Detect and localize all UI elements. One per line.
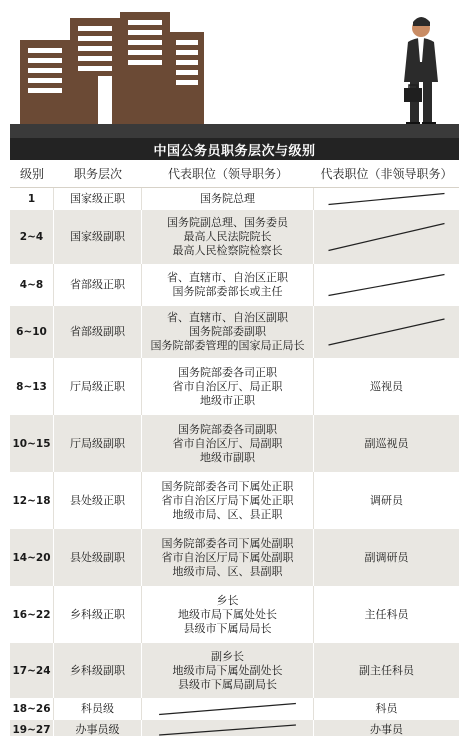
level-cell: 1 bbox=[10, 188, 54, 210]
rank-cell: 厅局级正职 bbox=[54, 358, 142, 415]
header-nonleading: 代表职位（非领导职务） bbox=[320, 167, 453, 181]
level-cell: 4~8 bbox=[10, 264, 54, 306]
level-cell: 12~18 bbox=[10, 472, 54, 529]
leading-position-line: 省市自治区厅局下属处正职 bbox=[161, 493, 294, 507]
rank-cell: 县处级副职 bbox=[54, 529, 142, 586]
level-cell: 8~13 bbox=[10, 358, 54, 415]
level-cell: 19~27 bbox=[10, 720, 54, 736]
rank-table bbox=[10, 138, 459, 736]
leading-position-line: 国务院总理 bbox=[200, 192, 255, 205]
table-row bbox=[10, 472, 459, 529]
header-level: 级别 bbox=[19, 167, 44, 181]
rank-cell: 省部级正职 bbox=[54, 264, 142, 306]
rank-cell: 国家级正职 bbox=[54, 188, 142, 210]
level-cell: 17~24 bbox=[10, 643, 54, 698]
leading-position-line: 乡长 bbox=[216, 593, 239, 607]
leading-position-line: 最高人民检察院检察长 bbox=[172, 244, 283, 257]
ground-bar bbox=[10, 124, 459, 138]
nonleading-position-cell bbox=[314, 264, 459, 306]
nonleading-position-cell bbox=[314, 306, 459, 358]
level-cell: 2~4 bbox=[10, 210, 54, 264]
nonleading-position-cell: 副巡视员 bbox=[364, 436, 409, 450]
nonleading-position-cell: 办事员 bbox=[370, 723, 403, 736]
leading-position-line: 国务院部委各司副职 bbox=[178, 422, 277, 436]
table-body bbox=[10, 188, 459, 736]
table-row bbox=[10, 529, 459, 586]
leading-position-cell bbox=[142, 529, 314, 586]
table-row bbox=[10, 698, 459, 720]
nonleading-position-cell bbox=[314, 188, 459, 210]
header-leading: 代表职位（领导职务） bbox=[167, 167, 288, 181]
nonleading-position-cell: 副调研员 bbox=[364, 550, 409, 564]
rank-cell: 国家级副职 bbox=[54, 210, 142, 264]
empty-slash-mark bbox=[142, 698, 313, 720]
table-header-row bbox=[10, 160, 459, 188]
table-row bbox=[10, 188, 459, 210]
leading-position-line: 国务院部委各司正职 bbox=[178, 365, 277, 379]
table-row bbox=[10, 264, 459, 306]
leading-position-line: 省市自治区厅、局副职 bbox=[172, 436, 283, 450]
nonleading-position-cell: 副主任科员 bbox=[359, 663, 414, 677]
level-cell: 14~20 bbox=[10, 529, 54, 586]
table-row bbox=[10, 210, 459, 264]
empty-slash-mark bbox=[314, 210, 459, 264]
nonleading-position-cell: 巡视员 bbox=[370, 379, 403, 393]
leading-position-line: 国务院部委管理的国家局正局长 bbox=[150, 339, 305, 352]
leading-position-line: 省、直辖市、自治区正职 bbox=[167, 271, 288, 284]
rank-cell: 办事员级 bbox=[54, 720, 142, 736]
building-icon bbox=[20, 12, 204, 126]
level-cell: 10~15 bbox=[10, 415, 54, 472]
level-cell: 6~10 bbox=[10, 306, 54, 358]
table-row bbox=[10, 643, 459, 698]
rank-cell: 省部级副职 bbox=[54, 306, 142, 358]
leading-position-line: 最高人民法院院长 bbox=[183, 230, 272, 243]
level-cell: 18~26 bbox=[10, 698, 54, 720]
nonleading-position-cell: 调研员 bbox=[370, 493, 403, 507]
nonleading-position-cell: 主任科员 bbox=[364, 607, 409, 621]
nonleading-position-cell: 科员 bbox=[375, 702, 398, 715]
businessman-icon bbox=[404, 17, 438, 126]
header-rank: 职务层次 bbox=[73, 167, 122, 181]
empty-slash-mark bbox=[314, 306, 459, 358]
leading-position-line: 地级市局下属处处长 bbox=[178, 607, 277, 621]
table-title: 中国公务员职务层次与级别 bbox=[10, 138, 459, 160]
leading-position-line: 地级市局、区、县正职 bbox=[172, 507, 283, 521]
table-row bbox=[10, 415, 459, 472]
leading-position-line: 国务院部委各司下属处副职 bbox=[161, 536, 294, 550]
leading-position-cell bbox=[142, 472, 314, 529]
table-row bbox=[10, 306, 459, 358]
leading-position-line: 县级市下属局副局长 bbox=[178, 677, 277, 691]
rank-cell: 科员级 bbox=[54, 698, 142, 720]
level-cell: 16~22 bbox=[10, 586, 54, 643]
leading-position-line: 地级市副职 bbox=[200, 450, 255, 464]
leading-position-line: 县级市下属局局长 bbox=[183, 621, 272, 635]
leading-position-line: 副乡长 bbox=[211, 649, 244, 663]
leading-position-line: 地级市局下属处副处长 bbox=[172, 663, 283, 677]
leading-position-line: 国务院部委各司下属处正职 bbox=[161, 479, 294, 493]
rank-cell: 乡科级正职 bbox=[54, 586, 142, 643]
leading-position-line: 国务院部委部长或主任 bbox=[172, 285, 283, 298]
leading-position-line: 省、直辖市、自治区副职 bbox=[167, 311, 288, 324]
leading-position-cell bbox=[142, 188, 314, 210]
leading-position-line: 地级市正职 bbox=[200, 393, 255, 407]
table-row bbox=[10, 720, 459, 736]
rank-cell: 厅局级副职 bbox=[54, 415, 142, 472]
leading-position-line: 地级市局、区、县副职 bbox=[172, 564, 283, 578]
leading-position-cell bbox=[142, 720, 314, 736]
rank-cell: 县处级正职 bbox=[54, 472, 142, 529]
empty-slash-mark bbox=[314, 264, 459, 306]
table-row bbox=[10, 586, 459, 643]
leading-position-cell bbox=[142, 358, 314, 415]
leading-position-cell bbox=[142, 643, 314, 698]
leading-position-cell bbox=[142, 210, 314, 264]
leading-position-line: 国务院副总理、国务委员 bbox=[167, 216, 288, 229]
leading-position-line: 省市自治区厅、局正职 bbox=[172, 379, 283, 393]
table-row bbox=[10, 358, 459, 415]
leading-position-cell bbox=[142, 264, 314, 306]
nonleading-position-cell bbox=[314, 210, 459, 264]
leading-position-cell bbox=[142, 586, 314, 643]
header-illustration bbox=[0, 0, 467, 138]
leading-position-cell bbox=[142, 415, 314, 472]
empty-slash-mark bbox=[314, 188, 459, 210]
leading-position-line: 省市自治区厅局下属处副职 bbox=[161, 550, 294, 564]
leading-position-cell bbox=[142, 306, 314, 358]
rank-cell: 乡科级副职 bbox=[54, 643, 142, 698]
empty-slash-mark bbox=[142, 720, 313, 736]
leading-position-cell bbox=[142, 698, 314, 720]
leading-position-line: 国务院部委副职 bbox=[189, 325, 266, 338]
